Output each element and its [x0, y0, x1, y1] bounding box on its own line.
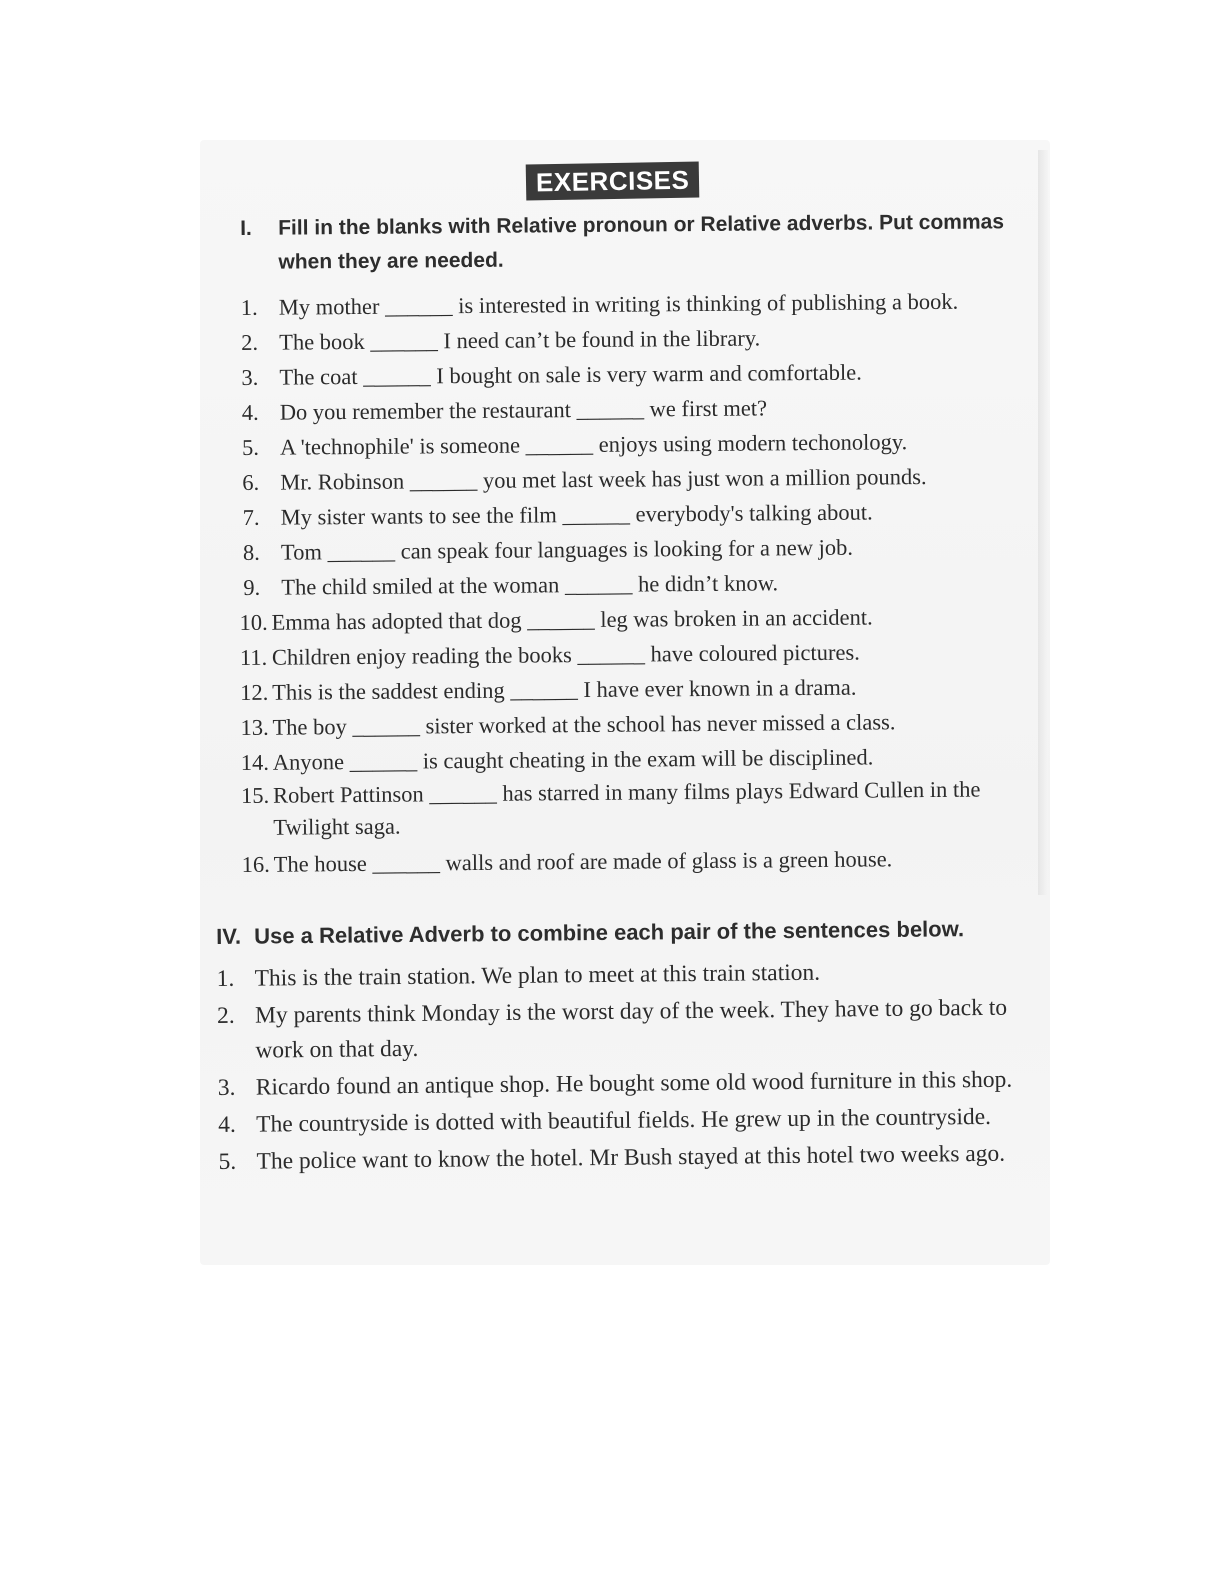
exercise-item: [218, 1136, 1048, 1180]
exercise-item: [218, 1062, 1048, 1106]
item-number: 4.: [218, 1111, 236, 1138]
item-number: 4.: [241, 399, 259, 425]
item-text: A 'technophile' is someone ______ enjoys using modern techonology.: [279, 429, 908, 460]
item-number: 8.: [242, 539, 260, 565]
section-heading: [240, 205, 1031, 280]
item-number: 9.: [243, 574, 261, 600]
item-text: Children enjoy reading the books ______ have coloured pictures.: [271, 639, 860, 670]
item-number: 10.: [239, 609, 268, 636]
item-text: Ricardo found an antique shop. He bought some old wood furniture in this shop.: [255, 1066, 1013, 1101]
exercise-list: [241, 283, 1036, 882]
item-text: My sister wants to see the film ______ everybody's talking about.: [280, 499, 873, 530]
section-number: IV.: [216, 923, 242, 949]
item-text: My parents think Monday is the worst day of the week. They have to go back to work on that day.: [254, 994, 1008, 1064]
item-text: The countryside is dotted with beautiful fields. He grew up in the countryside.: [256, 1103, 992, 1138]
item-number: 2.: [241, 329, 259, 355]
item-number: 1.: [240, 294, 258, 320]
item-number: 5.: [241, 434, 260, 460]
item-text: The police want to know the hotel. Mr Bush stayed at this hotel two weeks ago.: [256, 1140, 1006, 1175]
exercise-item: [241, 840, 1036, 882]
section-fill-in-blanks: [240, 205, 1036, 882]
section-instruction: Use a Relative Adverb to combine each pair of the sentences below.: [254, 916, 965, 949]
item-text: Tom ______ can speak four languages is looking for a new job.: [280, 534, 854, 565]
scan-edge-shadow: [1038, 150, 1048, 895]
exercise-item: [240, 773, 1036, 844]
item-text: Robert Pattinson ______ has starred in many films plays Edward Cullen in the Twilight saga.: [272, 776, 981, 840]
item-number: 15.: [240, 782, 270, 809]
exercises-title: EXERCISES: [526, 161, 700, 200]
item-number: 7.: [242, 504, 260, 530]
item-text: This is the train station. We plan to meet at this train station.: [254, 959, 821, 992]
item-text: The child smiled at the woman ______ he didn’t know.: [281, 570, 779, 600]
exercise-item: [216, 953, 1046, 997]
section-instruction: Fill in the blanks with Relative pronoun or Relative adverbs. Put commas when they are needed.: [278, 210, 1005, 274]
item-text: Emma has adopted that dog ______ leg was broken in an accident.: [271, 604, 873, 635]
item-text: The boy ______ sister worked at the school has never missed a class.: [272, 709, 896, 740]
item-text: Do you remember the restaurant ______ we first met?: [279, 395, 768, 425]
item-number: 3.: [217, 1074, 236, 1101]
item-number: 6.: [242, 469, 260, 495]
exercise-list: [216, 953, 1048, 1180]
item-text: The coat ______ I bought on sale is very warm and comfortable.: [279, 359, 862, 390]
item-text: Anyone ______ is caught cheating in the exam will be disciplined.: [272, 744, 874, 775]
exercise-item: [218, 1099, 1048, 1143]
exercise-item: [217, 990, 1048, 1069]
section-number: I.: [240, 216, 252, 240]
item-number: 3.: [241, 364, 259, 390]
section-relative-adverb: [216, 911, 1049, 1182]
item-text: The house ______ walls and roof are made of glass is a green house.: [273, 846, 893, 877]
item-number: 16.: [241, 851, 270, 878]
item-text: The book ______ I need can’t be found in the library.: [279, 325, 761, 355]
item-number: 1.: [216, 965, 235, 992]
item-number: 5.: [218, 1148, 237, 1175]
item-number: 13.: [240, 714, 269, 741]
item-number: 14.: [240, 749, 270, 776]
item-text: This is the saddest ending ______ I have ever known in a drama.: [272, 674, 857, 705]
item-number: 11.: [239, 644, 268, 671]
item-number: 2.: [216, 1002, 235, 1029]
section-heading: [216, 911, 1046, 954]
item-text: Mr. Robinson ______ you met last week has just won a million pounds.: [280, 464, 927, 495]
item-text: My mother ______ is interested in writing is thinking of publishing a book.: [278, 288, 959, 320]
item-number: 12.: [240, 679, 269, 706]
title-wrap: [0, 163, 1225, 199]
